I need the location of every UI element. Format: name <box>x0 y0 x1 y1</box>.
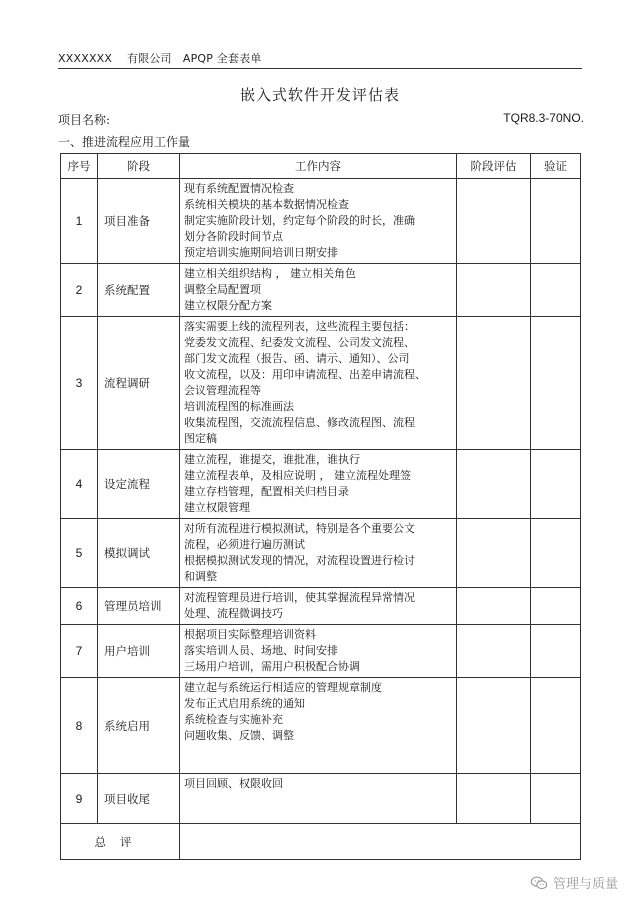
work-content-line: 建立流程表单，及相应说明 ， 建立流程处理签 <box>184 469 411 482</box>
row-verification-cell[interactable] <box>531 678 581 774</box>
document-code: TQR8.3-70NO. <box>503 111 584 125</box>
row-work-content <box>180 774 457 824</box>
table-row <box>61 588 581 625</box>
row-stage-assessment-cell[interactable] <box>457 519 531 588</box>
doc-set-name: APQP 全套表单 <box>182 52 262 65</box>
work-content-line: 会议管理流程等 <box>184 384 261 397</box>
work-content-line: 根据项目实际整理培训资料 <box>184 628 316 641</box>
column-header-stage: 阶段 <box>98 154 180 179</box>
row-verification-cell[interactable] <box>531 588 581 625</box>
row-work-content <box>180 264 457 317</box>
row-stage-assessment-cell[interactable] <box>457 264 531 317</box>
work-content-line: 流程，必须进行遍历测试 <box>184 538 305 551</box>
row-stage: 系统配置 <box>98 264 180 317</box>
row-stage-assessment-cell[interactable] <box>457 678 531 774</box>
row-verification-cell[interactable] <box>531 179 581 264</box>
work-content-line: 根据模拟测试发现的情况，对流程设置进行检讨 <box>184 554 415 567</box>
work-content-line: 系统检查与实施补充 <box>184 713 283 726</box>
column-header-content: 工作内容 <box>180 154 457 179</box>
row-verification-cell[interactable] <box>531 774 581 824</box>
work-content-line: 划分各阶段时间节点 <box>184 230 283 243</box>
row-number: 1 <box>61 179 98 264</box>
work-content-line: 落实需要上线的流程列表，这些流程主要包括： <box>184 320 415 333</box>
row-stage: 用户培训 <box>98 625 180 678</box>
row-work-content <box>180 625 457 678</box>
row-number: 9 <box>61 774 98 824</box>
row-stage: 模拟调试 <box>98 519 180 588</box>
work-content-line: 部门发文流程（报告、函、请示、通知）、公司 <box>184 352 410 365</box>
row-work-content <box>180 678 457 774</box>
row-number: 2 <box>61 264 98 317</box>
work-content-line: 建立权限管理 <box>184 501 250 514</box>
table-row <box>61 625 581 678</box>
work-content-line: 制定实施阶段计划，约定每个阶段的时长，准确 <box>184 214 415 227</box>
table-row <box>61 774 581 824</box>
page-title: 嵌入式软件开发评估表 <box>239 86 400 104</box>
section-title: 一、推进流程应用工作量 <box>58 135 191 149</box>
row-verification-cell[interactable] <box>531 625 581 678</box>
row-work-content <box>180 317 457 450</box>
work-content-line: 现有系统配置情况检查 <box>184 182 294 195</box>
row-work-content <box>180 519 457 588</box>
row-stage-assessment-cell[interactable] <box>457 179 531 264</box>
work-content-line: 三场用户培训，需用户积极配合协调 <box>184 660 360 673</box>
work-content-line: 问题收集、反馈、调整 <box>184 729 294 742</box>
row-work-content <box>180 450 457 519</box>
table-row <box>61 678 581 774</box>
project-name-label: 项目名称: <box>58 113 111 127</box>
row-stage-assessment-cell[interactable] <box>457 625 531 678</box>
work-content-line: 收文流程，以及：用印申请流程、出差申请流程、 <box>184 368 426 381</box>
row-verification-cell[interactable] <box>531 317 581 450</box>
work-content-line: 对所有流程进行模拟测试，特别是各个重要公文 <box>184 522 415 535</box>
table-row <box>61 450 581 519</box>
row-verification-cell[interactable] <box>531 519 581 588</box>
work-content-line: 对流程管理员进行培训，使其掌握流程异常情况 <box>184 591 415 604</box>
row-stage: 流程调研 <box>98 317 180 450</box>
work-content-line: 建立存档管理，配置相关归档目录 <box>184 485 349 498</box>
column-header-assessment: 阶段评估 <box>457 154 531 179</box>
row-stage-assessment-cell[interactable] <box>457 588 531 625</box>
row-number: 4 <box>61 450 98 519</box>
row-work-content <box>180 179 457 264</box>
watermark <box>530 873 618 892</box>
work-content-line: 发布正式启用系统的通知 <box>184 697 305 710</box>
work-content-line: 项目回顾、权限收回 <box>184 777 283 790</box>
table-row <box>61 179 581 264</box>
row-number: 3 <box>61 317 98 450</box>
row-number: 7 <box>61 625 98 678</box>
work-content-line: 处理、流程微调技巧 <box>184 607 283 620</box>
work-content-line: 调整全局配置项 <box>184 283 261 296</box>
work-content-line: 图定稿 <box>184 432 217 445</box>
watermark-text: 管理与质量 <box>552 877 618 892</box>
work-content-line: 落实培训人员、场地、时间安排 <box>184 644 338 657</box>
document-header <box>58 50 262 66</box>
company-suffix: 有限公司 <box>126 52 172 65</box>
work-content-line: 和调整 <box>184 570 217 583</box>
work-content-line: 建立流程，谁提交，谁批准，谁执行 <box>184 453 360 466</box>
summary-label: 总评 <box>61 824 180 860</box>
row-stage-assessment-cell[interactable] <box>457 774 531 824</box>
work-content-line: 系统相关模块的基本数据情况检查 <box>184 198 349 211</box>
header-divider <box>58 68 582 69</box>
row-verification-cell[interactable] <box>531 450 581 519</box>
row-verification-cell[interactable] <box>531 264 581 317</box>
work-content-line: 收集流程图，交流流程信息、修改流程图、流程 <box>184 416 415 429</box>
summary-row <box>61 824 581 860</box>
row-stage: 项目收尾 <box>98 774 180 824</box>
table-header-row <box>61 154 581 179</box>
work-content-line: 预定培训实施期间培训日期安排 <box>184 246 338 259</box>
work-content-line: 建立相关组织结构 ， 建立相关角色 <box>184 267 356 280</box>
row-work-content <box>180 588 457 625</box>
table-row <box>61 317 581 450</box>
table-row <box>61 264 581 317</box>
evaluation-table <box>60 153 581 860</box>
row-stage-assessment-cell[interactable] <box>457 317 531 450</box>
column-header-no: 序号 <box>61 154 98 179</box>
row-stage: 管理员培训 <box>98 588 180 625</box>
company-name: XXXXXXX <box>58 52 113 65</box>
row-number: 6 <box>61 588 98 625</box>
column-header-verification: 验证 <box>531 154 581 179</box>
work-content-line: 建立起与系统运行相适应的管理规章制度 <box>184 681 382 694</box>
row-number: 8 <box>61 678 98 774</box>
summary-value-cell[interactable] <box>180 824 581 860</box>
row-stage: 系统启用 <box>98 678 180 774</box>
work-content-line: 培训流程图的标准画法 <box>184 400 294 413</box>
work-content-line: 建立权限分配方案 <box>184 299 272 312</box>
row-stage-assessment-cell[interactable] <box>457 450 531 519</box>
table-row <box>61 519 581 588</box>
row-number: 5 <box>61 519 98 588</box>
wechat-icon <box>530 876 548 890</box>
work-content-line: 党委发文流程、纪委发文流程、公司发文流程、 <box>184 336 415 349</box>
row-stage: 设定流程 <box>98 450 180 519</box>
row-stage: 项目准备 <box>98 179 180 264</box>
